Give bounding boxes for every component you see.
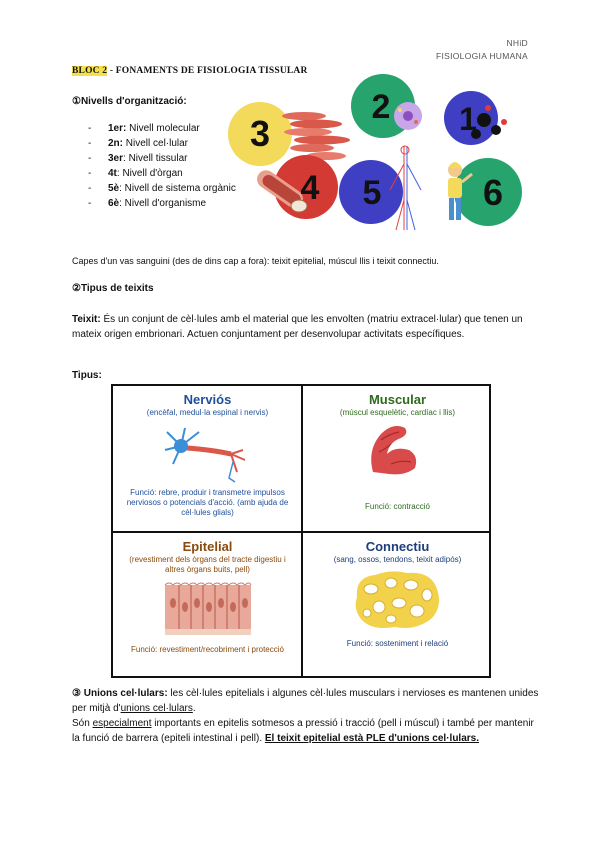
section2-title: ②Tipus de teixits xyxy=(72,283,154,294)
header-line1: NHiD xyxy=(506,38,528,48)
header-line2: FISIOLOGIA HUMANA xyxy=(435,51,528,61)
section1-title: ①Nivells d'organització: xyxy=(72,96,187,107)
epithelium-icon xyxy=(163,581,253,639)
tissue-grid xyxy=(111,384,491,678)
tissue-subtitle-epitelial: (revestiment dels òrgans del tracte digestiu i altres òrgans buits, pell) xyxy=(129,555,286,574)
tissue-definition-text: És un conjunt de cèl·lules amb el material que les envolten (matriu extracel·lular) que tenen un mateix origen embrionari. Actuen conjuntament per desenvolupar activitats específiques. xyxy=(72,314,523,340)
circle-label-1: 1 xyxy=(459,101,477,137)
section3-emphasis: El teixit epitelial està PLE d'unions cel·lulars. xyxy=(264,733,479,744)
section3-paragraph-2: Són especialment importants en epitelis sotmesos a pressió i tracció (pell i múscul) i també per mantenir la funció de barrera (epiteli intestinal i pell). El teixit epitelial està PLE d'unions cel·lulars. xyxy=(72,718,534,744)
levels-illustration xyxy=(226,72,526,232)
list-item: - 5è: Nivell de sistema orgànic xyxy=(88,181,236,196)
section3 xyxy=(72,686,542,746)
tissue-title-epitelial: Epitelial xyxy=(182,539,233,554)
list-item: - 4t: Nivell d'òrgan xyxy=(88,166,236,181)
tissue-cell-connectiu xyxy=(303,533,492,679)
tissue-subtitle-muscular: (múscul esquelètic, cardíac i llis) xyxy=(339,408,456,417)
bloc-label: BLOC 2 xyxy=(72,66,108,76)
tissue-cell-muscular xyxy=(303,386,492,532)
section3-paragraph-1: ③ Unions cel·lulars: les cèl·lules epitelials i algunes cèl·lules musculars i nervioses es mantenen unides per mitjà d'unions cel·lulars. xyxy=(72,688,539,714)
tissue-title-muscular: Muscular xyxy=(368,392,427,407)
tissue-subtitle-nervios: (encèfal, medul·la espinal i nervis) xyxy=(146,408,269,417)
tissue-function-muscular: Funció: contracció xyxy=(365,502,430,511)
tissue-function-connectiu: Funció: sosteniment i relació xyxy=(346,639,449,648)
header xyxy=(436,37,528,63)
levels-list xyxy=(88,121,236,211)
tissue-title-nervios: Nerviós xyxy=(183,392,232,407)
list-item: - 6è: Nivell d'organisme xyxy=(88,196,236,211)
neuron-icon xyxy=(163,422,253,486)
muscle-fibers-icon xyxy=(282,112,350,160)
tissue-subtitle-connectiu: (sang, ossos, tendons, teixit adipós) xyxy=(333,555,462,564)
tissue-cell-nervios xyxy=(113,386,302,532)
connective-tissue-icon xyxy=(351,567,443,633)
circle-label-3: 3 xyxy=(249,113,271,154)
list-item: - 1er: Nivell molecular xyxy=(88,121,236,136)
list-item: - 3er: Nivell tissular xyxy=(88,151,236,166)
vessel-caption: Capes d'un vas sanguini (des de dins cap a fora): teixit epitelial, múscul llis i teixit connectiu. xyxy=(72,256,439,266)
section3-title: ③ Unions cel·lulars: xyxy=(72,688,168,699)
muscle-arm-icon xyxy=(365,420,425,478)
tissue-definition xyxy=(72,312,532,342)
list-item: - 2n: Nivell cel·lular xyxy=(88,136,236,151)
tissue-function-epitelial: Funció: revestiment/recobriment i protecció xyxy=(131,645,284,654)
tissue-cell-epitelial xyxy=(113,533,302,679)
circle-label-2: 2 xyxy=(371,88,391,126)
circle-label-5: 5 xyxy=(362,174,382,212)
tissue-function-nervios: Funció: rebre, produir i transmetre impulsos nerviosos o potencials d'acció. (amb ajuda de cèl·lules glials) xyxy=(126,488,289,517)
circle-label-4: 4 xyxy=(300,169,320,207)
types-label: Tipus: xyxy=(72,370,102,381)
tissue-title-connectiu: Connectiu xyxy=(365,539,430,554)
tissue-definition-label: Teixit: xyxy=(72,314,101,325)
bloc-rest: - FONAMENTS DE FISIOLOGIA TISSULAR xyxy=(107,66,308,76)
circle-label-6: 6 xyxy=(482,172,504,213)
